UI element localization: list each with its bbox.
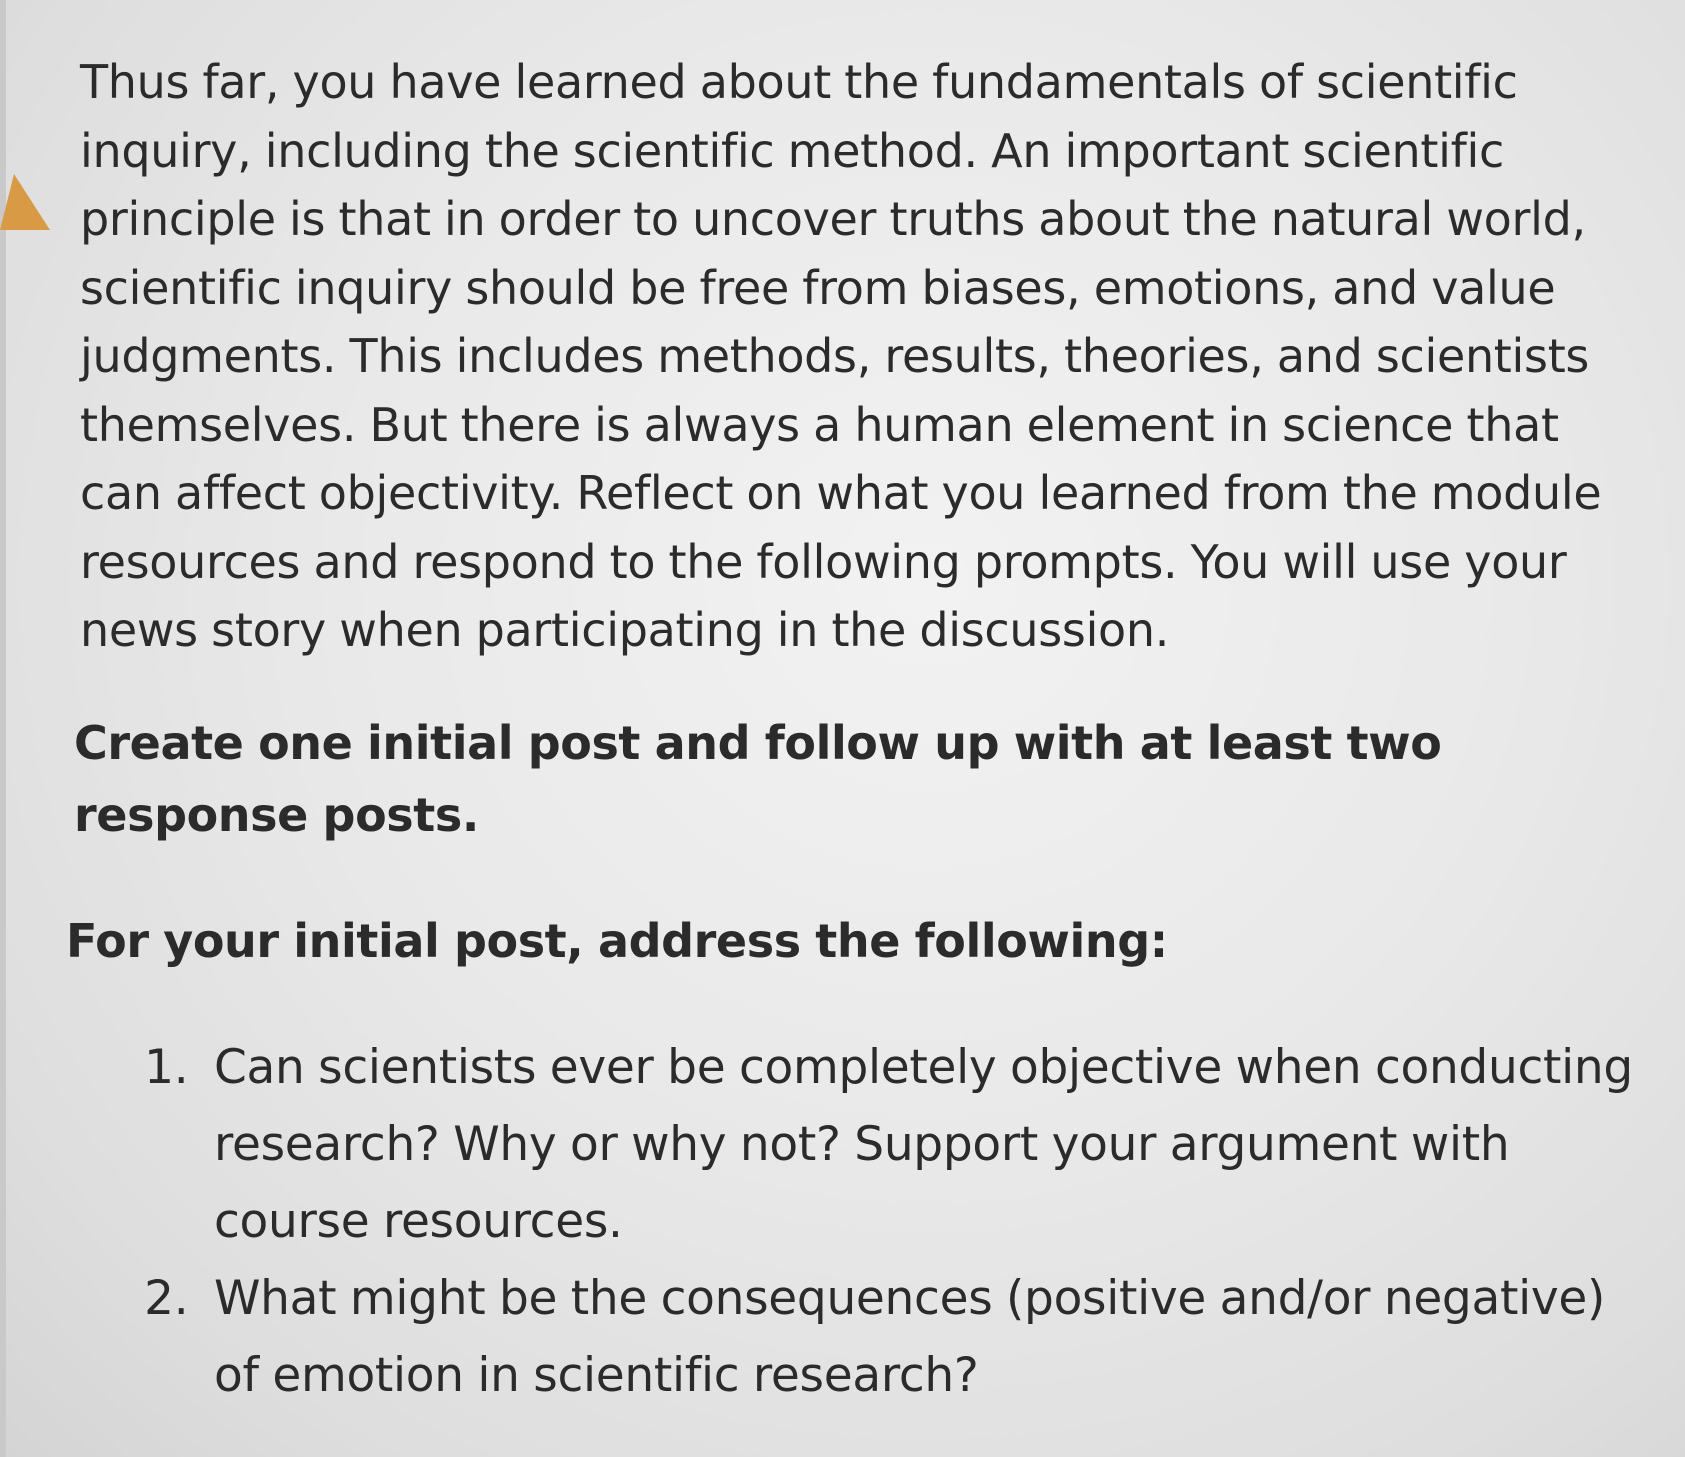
prompt-item: 2. What might be the consequences (positive and/or negative) of emotion in scientific research? (202, 1260, 1642, 1414)
prompt-item: 1. Can scientists ever be completely objective when conducting research? Why or why not? Support your argument with course resources. (202, 1029, 1642, 1260)
prompt-list (80, 1029, 1642, 1414)
initial-post-heading: For your initial post, address the following: (66, 913, 1168, 968)
intro-paragraph: Thus far, you have learned about the fundamentals of scientific inquiry, including the scientific method. An important scientific principle is that in order to uncover truths about the natural world, scientific inquiry should be free from biases, emotions, and value judgments. This includes methods, results, theories, and scientists themselves. But there is always a human element in science that can affect objectivity. Reflect on what you learned from the module resources and respond to the following prompts. You will use your news story when participating in the discussion. (80, 55, 1602, 657)
assignment-content (66, 48, 1640, 1414)
post-instruction: Create one initial post and follow up with at least two response posts. (74, 715, 1442, 842)
